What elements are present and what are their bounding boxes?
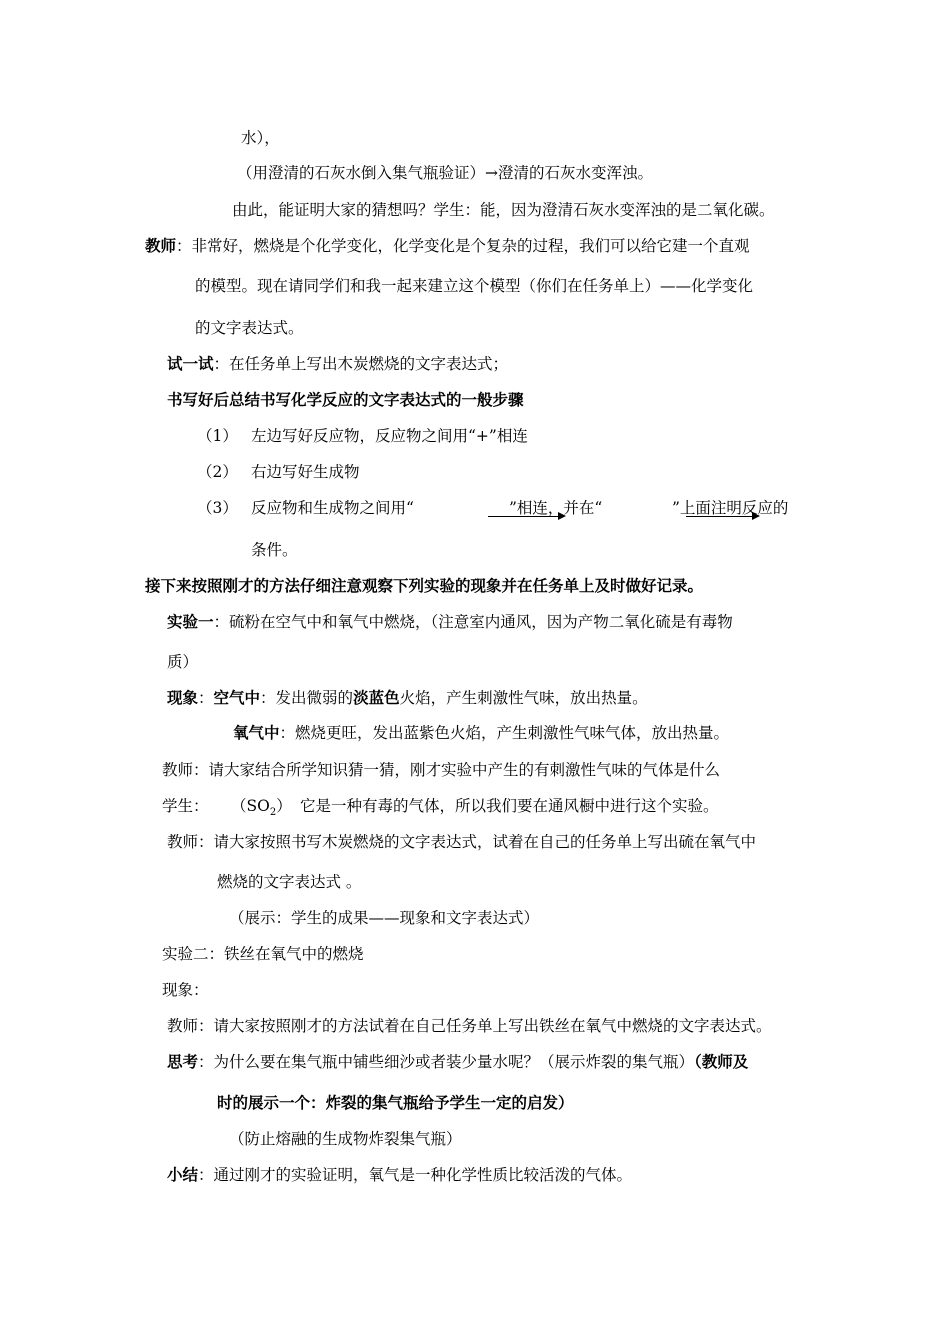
teacher-label: 教师 [145, 236, 177, 255]
student-so2 [231, 796, 292, 823]
oxygen-label: 氧气中 [233, 723, 280, 742]
line-proof: 由此，能证明大家的猜想吗？学生：能，因为澄清石灰水变浑浊的是二氧化碳。 [232, 201, 775, 219]
air-bold: 淡蓝色 [353, 688, 400, 707]
air-text-2: 火焰，产生刺激性气味，放出热量。 [399, 689, 648, 707]
experiment-1-text: ：硫粉在空气中和氧气中燃烧，（注意室内通风，因为产物二氧化硫是有毒物 [213, 613, 733, 631]
think-bold: （教师及 [694, 1052, 749, 1071]
line-water: 水）， [241, 129, 280, 147]
conclusion-line [167, 1165, 632, 1185]
next-heading: 接下来按照刚才的方法仔细注意观察下列实验的现象并在任务单上及时做好记录。 [145, 576, 704, 595]
phenomenon-air-line [167, 688, 648, 708]
so2-close: ） [276, 797, 292, 815]
think-cont: 时的展示一个：炸裂的集气瓶给予学生一定的启发） [217, 1093, 574, 1112]
phenomenon-colon: ： [198, 689, 214, 707]
conclusion-label: 小结 [167, 1165, 199, 1184]
step-3-num: （3） [197, 499, 238, 517]
step-3-text-a: 反应物和生成物之间用“ [251, 499, 414, 517]
air-label: 空气中 [213, 688, 261, 707]
show-line: （展示：学生的成果——现象和文字表达式） [229, 909, 540, 927]
teacher-line-2: 教师：请大家结合所学知识猜一猜，刚才实验中产生的有刺激性气味的气体是什么 [162, 761, 721, 779]
teacher-line-1-cont2: 的文字表达式。 [195, 319, 304, 337]
teacher-line-3-cont: 燃烧的文字表达式 。 [217, 873, 362, 891]
phenomenon-oxygen-line [233, 723, 729, 743]
summary-heading: 书写好后总结书写化学反应的文字表达式的一般步骤 [167, 390, 524, 409]
oxygen-text: ：燃烧更旺，发出蓝紫色火焰，产生刺激性气味气体，放出热量。 [279, 724, 730, 742]
teacher-text: ：非常好，燃烧是个化学变化，化学变化是个复杂的过程，我们可以给它建一个直观 [176, 237, 750, 255]
think-text: ：为什么要在集气瓶中铺些细沙或者装少量水呢？（展示炸裂的集气瓶） [198, 1053, 695, 1071]
prevent-line: （防止熔融的生成物炸裂集气瓶） [229, 1130, 462, 1148]
step-3-text-b: ”相连，并在“ [509, 499, 603, 517]
experiment-1-label: 实验一 [167, 612, 214, 631]
experiment-2-line: 实验二：铁丝在氧气中的燃烧 [162, 945, 364, 963]
line-verify: （用澄清的石灰水倒入集气瓶验证）→澄清的石灰水变浑浊。 [237, 164, 653, 182]
step-2-num: （2） [197, 463, 238, 481]
teacher-line-1 [145, 236, 750, 256]
conclusion-text: ：通过刚才的实验证明，氧气是一种化学性质比较活泼的气体。 [198, 1166, 633, 1184]
phenomenon-2-line: 现象： [162, 981, 209, 999]
phenomenon-label: 现象 [167, 688, 199, 707]
try-label: 试一试 [167, 354, 214, 373]
try-text: ：在任务单上写出木炭燃烧的文字表达式； [213, 355, 509, 373]
teacher-line-4: 教师：请大家按照刚才的方法试着在自己任务单上写出铁丝在氧气中燃烧的文字表达式。 [167, 1017, 772, 1035]
so2-text: （SO [231, 797, 270, 815]
think-label: 思考 [167, 1052, 199, 1071]
step-3-cont: 条件。 [251, 541, 298, 559]
try-line [167, 354, 508, 374]
air-text-1: ：发出微弱的 [260, 689, 354, 707]
student-label: 学生： [162, 797, 209, 815]
think-line [167, 1052, 748, 1072]
teacher-line-3: 教师：请大家按照书写木炭燃烧的文字表达式，试着在自己的任务单上写出硫在氧气中 [167, 833, 757, 851]
step-1-num: （1） [197, 427, 238, 445]
experiment-1-cont: 质） [167, 653, 199, 671]
teacher-line-1-cont: 的模型。现在请同学们和我一起来建立这个模型（你们在任务单上）——化学变化 [195, 277, 754, 295]
step-1-text: 左边写好反应物，反应物之间用“+”相连 [251, 427, 528, 445]
step-3-text-c: ”上面注明反应的 [672, 499, 789, 517]
step-2-text: 右边写好生成物 [251, 463, 360, 481]
experiment-1-line [167, 612, 733, 632]
so2-subscript: 2 [269, 807, 277, 819]
student-text: 它是一种有毒的气体，所以我们要在通风橱中进行这个实验。 [300, 797, 719, 815]
